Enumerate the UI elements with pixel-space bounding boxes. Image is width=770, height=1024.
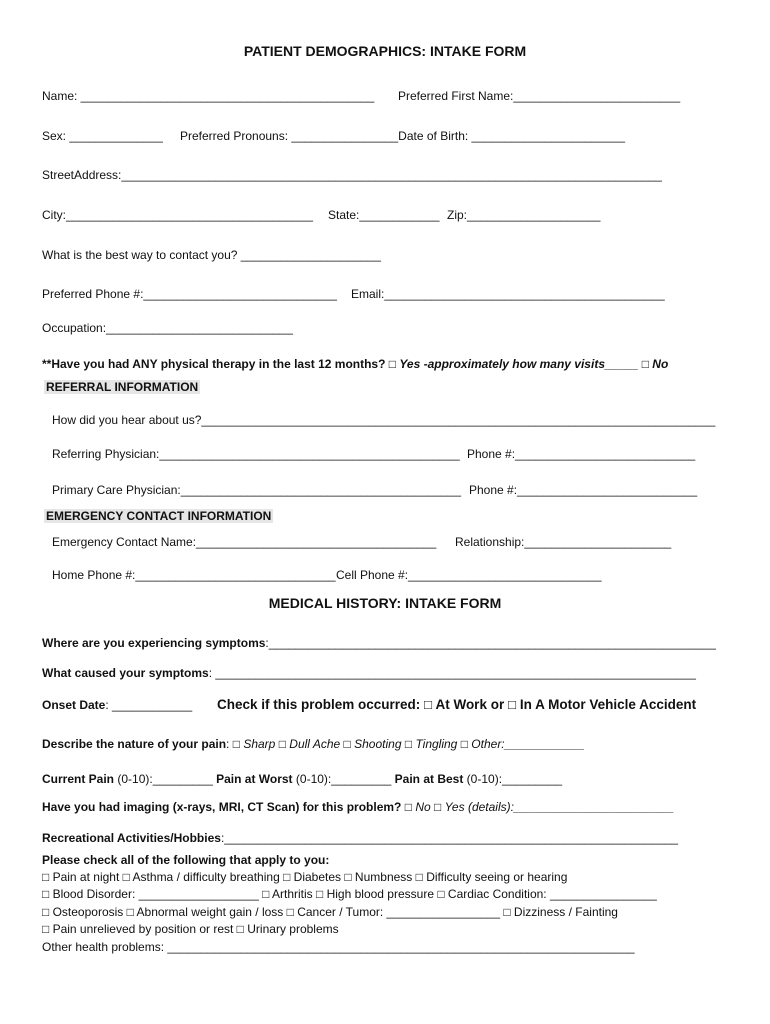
state-field[interactable]: State:____________ bbox=[328, 208, 440, 222]
pronouns-dob-field[interactable]: Preferred Pronouns: ________________Date of Birth: _______________________ bbox=[180, 129, 626, 143]
name-field[interactable]: Name: ____________________________________________ bbox=[42, 89, 375, 103]
referring-physician-field[interactable]: Referring Physician:_____________________________________________ bbox=[52, 447, 460, 461]
symptoms-location-label: Where are you experiencing symptoms bbox=[42, 636, 266, 650]
email-field[interactable]: Email:__________________________________________ bbox=[351, 287, 665, 301]
best-pain-label: Pain at Best bbox=[394, 772, 464, 786]
contact-method-field[interactable]: What is the best way to contact you? _____________________ bbox=[42, 248, 381, 262]
imaging-question-text: Have you had imaging (x-rays, MRI, CT Scan) for this problem? □ bbox=[42, 800, 412, 814]
imaging-question[interactable] bbox=[42, 800, 674, 815]
current-pain-label: Current Pain bbox=[42, 772, 115, 786]
cell-phone-field[interactable]: Cell Phone #:_____________________________ bbox=[336, 568, 602, 582]
pain-tingling-checkbox[interactable]: □ bbox=[404, 737, 413, 751]
occupation-field[interactable]: Occupation:____________________________ bbox=[42, 321, 293, 335]
pcp-phone-field[interactable]: Phone #:___________________________ bbox=[469, 483, 698, 497]
home-phone-field[interactable]: Home Phone #:______________________________ bbox=[52, 568, 336, 582]
pain-sharp-option: Sharp bbox=[243, 737, 276, 751]
conditions-row-3[interactable]: □ Osteoporosis □ Abnormal weight gain / loss □ Cancer / Tumor: _________________ □ Dizziness / Fainting bbox=[42, 905, 618, 919]
pt-yes-option: Yes -approximately how many visits_____ bbox=[399, 357, 639, 371]
emergency-header-text: EMERGENCY CONTACT INFORMATION bbox=[46, 509, 272, 523]
symptoms-cause-label: What caused your symptoms bbox=[42, 666, 209, 680]
symptoms-cause-blank: : ________________________________________________________________________ bbox=[208, 666, 696, 680]
pt-question-text: **Have you had ANY physical therapy in the last 12 months? □ bbox=[42, 357, 397, 371]
pain-other-option: Other:____________ bbox=[471, 737, 585, 751]
onset-date-field[interactable] bbox=[42, 698, 192, 713]
hobbies-blank: :____________________________________________________________________ bbox=[220, 831, 679, 845]
emergency-contact-name-field[interactable]: Emergency Contact Name:____________________________________ bbox=[52, 535, 437, 549]
best-pain-blank: (0-10):_________ bbox=[463, 772, 563, 786]
street-address-field[interactable]: StreetAddress:_________________________________________________________________________________ bbox=[42, 168, 662, 182]
pain-sharp-checkbox[interactable]: : □ bbox=[226, 737, 240, 751]
hobbies-field[interactable] bbox=[42, 831, 678, 846]
referring-phone-field[interactable]: Phone #:___________________________ bbox=[467, 447, 696, 461]
physical-therapy-question[interactable] bbox=[42, 357, 668, 372]
pain-dull-option: Dull Ache □ bbox=[289, 737, 351, 751]
pain-other-checkbox[interactable]: □ bbox=[460, 737, 468, 751]
imaging-yes-option: Yes (details):________________________ bbox=[444, 800, 675, 814]
other-health-problems-field[interactable]: Other health problems: ______________________________________________________________________ bbox=[42, 940, 635, 954]
conditions-row-1[interactable]: □ Pain at night □ Asthma / difficulty breathing □ Diabetes □ Numbness □ Difficulty seeing or hearing bbox=[42, 870, 568, 884]
conditions-row-4[interactable]: □ Pain unrelieved by position or rest □ Urinary problems bbox=[42, 922, 339, 936]
preferred-first-name-field[interactable]: Preferred First Name:_________________________ bbox=[398, 89, 681, 103]
worst-pain-label: Pain at Worst bbox=[216, 772, 293, 786]
imaging-no-option: No □ bbox=[415, 800, 442, 814]
current-pain-blank: (0-10):_________ bbox=[114, 772, 217, 786]
onset-date-label: Onset Date bbox=[42, 698, 106, 712]
pt-no-option: No bbox=[652, 357, 669, 371]
problem-occurrence-check[interactable]: Check if this problem occurred: □ At Work or □ In A Motor Vehicle Accident bbox=[217, 697, 697, 712]
pain-tingling-option: Tingling bbox=[415, 737, 458, 751]
sex-field[interactable]: Sex: ______________ bbox=[42, 129, 163, 143]
pt-no-checkbox[interactable]: □ bbox=[641, 357, 649, 371]
conditions-header: Please check all of the following that apply to you: bbox=[42, 853, 330, 867]
pain-shooting-option: Shooting bbox=[354, 737, 402, 751]
pain-nature-label: Describe the nature of your pain bbox=[42, 737, 227, 751]
pain-nature-field[interactable] bbox=[42, 737, 585, 752]
conditions-row-2[interactable]: □ Blood Disorder: __________________ □ Arthritis □ High blood pressure □ Cardiac Condition: ________________ bbox=[42, 887, 657, 901]
referral-header-text: REFERRAL INFORMATION bbox=[46, 380, 199, 394]
symptoms-cause-field[interactable] bbox=[42, 666, 696, 681]
city-field[interactable]: City:_____________________________________ bbox=[42, 208, 313, 222]
symptoms-location-blank: :___________________________________________________________________ bbox=[265, 636, 716, 650]
preferred-phone-field[interactable]: Preferred Phone #:_____________________________ bbox=[42, 287, 337, 301]
primary-care-physician-field[interactable]: Primary Care Physician:__________________________________________ bbox=[52, 483, 462, 497]
form-title-demographics: PATIENT DEMOGRAPHICS: INTAKE FORM bbox=[243, 43, 527, 59]
pain-dull-checkbox[interactable]: □ bbox=[278, 737, 286, 751]
referral-section-header bbox=[44, 380, 200, 395]
hear-about-us-field[interactable]: How did you hear about us?_____________________________________________________________________________ bbox=[52, 413, 716, 427]
zip-field[interactable]: Zip:____________________ bbox=[447, 208, 601, 222]
symptoms-location-field[interactable] bbox=[42, 636, 716, 651]
emergency-section-header bbox=[44, 509, 273, 524]
hobbies-label: Recreational Activities/Hobbies bbox=[42, 831, 221, 845]
pain-scale-fields[interactable] bbox=[42, 772, 562, 787]
form-title-medical-history: MEDICAL HISTORY: INTAKE FORM bbox=[268, 595, 502, 611]
worst-pain-blank: (0-10):_________ bbox=[292, 772, 395, 786]
relationship-field[interactable]: Relationship:______________________ bbox=[455, 535, 672, 549]
onset-date-blank: : ____________ bbox=[105, 698, 193, 712]
